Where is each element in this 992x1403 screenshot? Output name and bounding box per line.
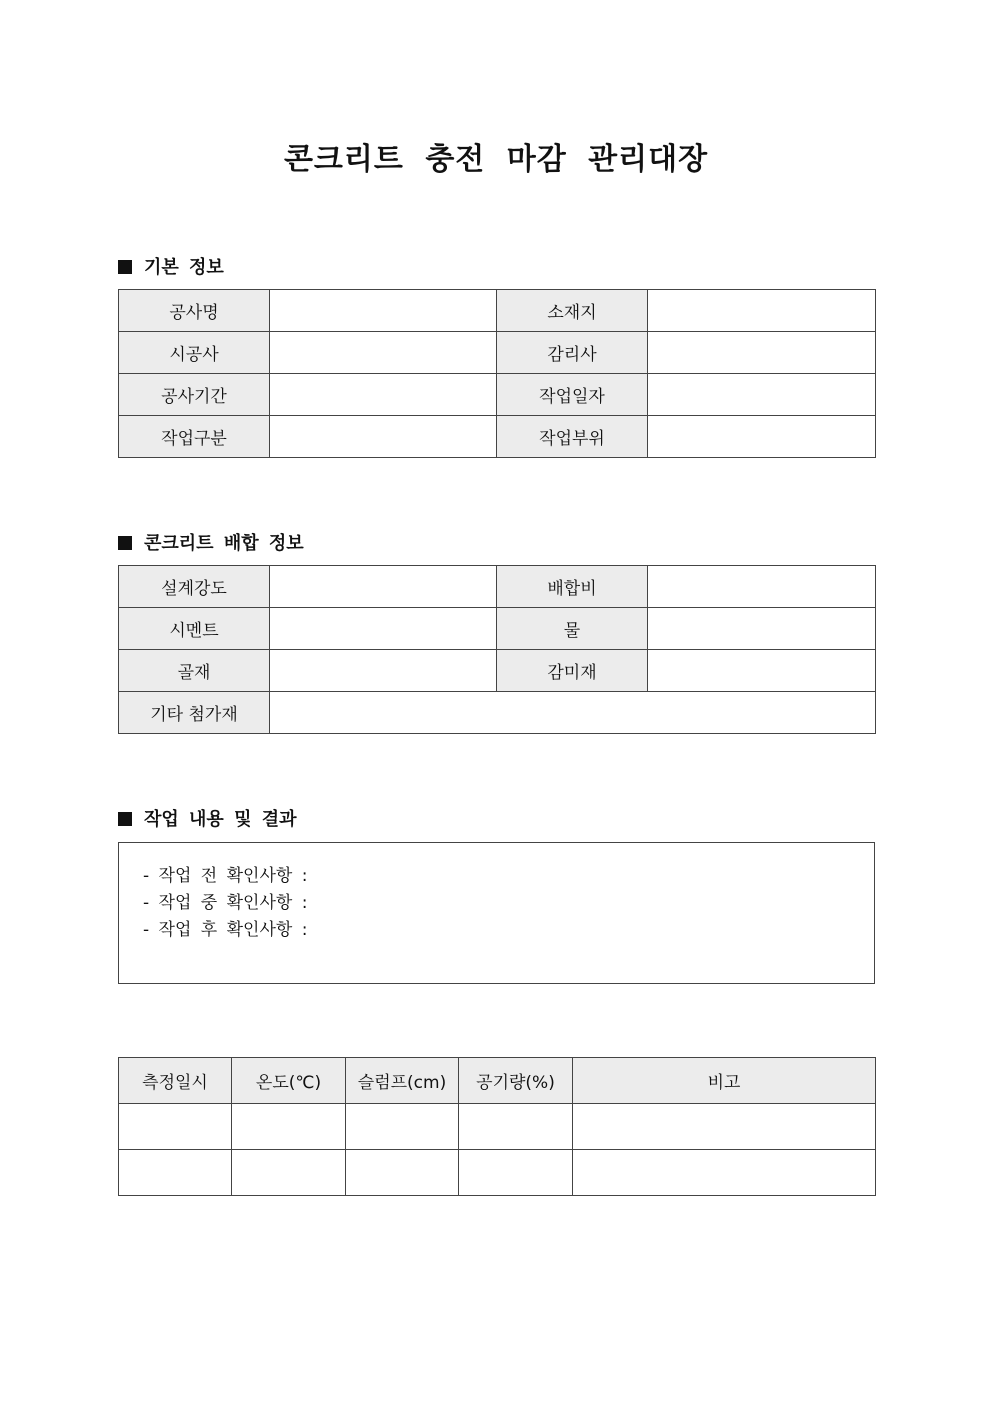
other-additives-field[interactable] <box>270 692 876 734</box>
contractor-field[interactable] <box>270 332 497 374</box>
label-project-name: 공사명 <box>119 290 270 332</box>
label-work-date: 작업일자 <box>497 374 648 416</box>
air-content-cell[interactable] <box>459 1150 573 1196</box>
table-row <box>119 650 876 692</box>
section-heading-work <box>118 805 297 831</box>
table-row <box>119 416 876 458</box>
basic-info-table <box>118 289 876 458</box>
work-date-field[interactable] <box>648 374 876 416</box>
measure-time-cell[interactable] <box>119 1150 232 1196</box>
project-name-field[interactable] <box>270 290 497 332</box>
section-heading-mix-label: 콘크리트 배합 정보 <box>144 533 304 554</box>
list-item-before-work: - 작업 전 확인사항 : <box>143 866 308 886</box>
remarks-cell[interactable] <box>573 1150 876 1196</box>
aggregate-field[interactable] <box>270 650 497 692</box>
column-header-temperature: 온도(℃) <box>232 1058 346 1104</box>
column-header-air-content: 공기량(%) <box>459 1058 573 1104</box>
remarks-cell[interactable] <box>573 1104 876 1150</box>
table-header-row <box>119 1058 876 1104</box>
checklist <box>119 843 874 944</box>
document-title: 콘크리트 충전 마감 관리대장 <box>283 142 709 177</box>
table-row <box>119 374 876 416</box>
construction-period-field[interactable] <box>270 374 497 416</box>
list-item-after-work: - 작업 후 확인사항 : <box>143 920 308 940</box>
water-field[interactable] <box>648 608 876 650</box>
square-bullet-icon <box>118 812 132 826</box>
temperature-cell[interactable] <box>232 1104 346 1150</box>
cement-field[interactable] <box>270 608 497 650</box>
label-admixture: 감미재 <box>497 650 648 692</box>
slump-cell[interactable] <box>346 1104 459 1150</box>
label-mix-ratio: 배합비 <box>497 566 648 608</box>
table-row <box>119 290 876 332</box>
measurement-table <box>118 1057 876 1196</box>
column-header-remarks: 비고 <box>573 1058 876 1104</box>
label-work-type: 작업구분 <box>119 416 270 458</box>
section-heading-mix <box>118 529 304 555</box>
label-construction-period: 공사기간 <box>119 374 270 416</box>
supervisor-field[interactable] <box>648 332 876 374</box>
column-header-measure-time: 측정일시 <box>119 1058 232 1104</box>
list-item-during-work: - 작업 중 확인사항 : <box>143 893 308 913</box>
label-cement: 시멘트 <box>119 608 270 650</box>
label-supervisor: 감리사 <box>497 332 648 374</box>
label-aggregate: 골재 <box>119 650 270 692</box>
work-content-box[interactable] <box>118 842 875 984</box>
section-heading-basic-label: 기본 정보 <box>144 257 224 278</box>
column-header-slump: 슬럼프(cm) <box>346 1058 459 1104</box>
section-heading-basic <box>118 253 224 279</box>
slump-cell[interactable] <box>346 1150 459 1196</box>
label-other-additives: 기타 첨가재 <box>119 692 270 734</box>
table-row <box>119 692 876 734</box>
table-row <box>119 1150 876 1196</box>
label-contractor: 시공사 <box>119 332 270 374</box>
label-location: 소재지 <box>497 290 648 332</box>
section-heading-work-label: 작업 내용 및 결과 <box>144 809 297 830</box>
location-field[interactable] <box>648 290 876 332</box>
table-row <box>119 608 876 650</box>
air-content-cell[interactable] <box>459 1104 573 1150</box>
table-row <box>119 332 876 374</box>
work-type-field[interactable] <box>270 416 497 458</box>
measure-time-cell[interactable] <box>119 1104 232 1150</box>
label-water: 물 <box>497 608 648 650</box>
label-work-area: 작업부위 <box>497 416 648 458</box>
temperature-cell[interactable] <box>232 1150 346 1196</box>
mix-info-table <box>118 565 876 734</box>
design-strength-field[interactable] <box>270 566 497 608</box>
square-bullet-icon <box>118 536 132 550</box>
table-row <box>119 566 876 608</box>
work-area-field[interactable] <box>648 416 876 458</box>
label-design-strength: 설계강도 <box>119 566 270 608</box>
mix-ratio-field[interactable] <box>648 566 876 608</box>
admixture-field[interactable] <box>648 650 876 692</box>
table-row <box>119 1104 876 1150</box>
square-bullet-icon <box>118 260 132 274</box>
